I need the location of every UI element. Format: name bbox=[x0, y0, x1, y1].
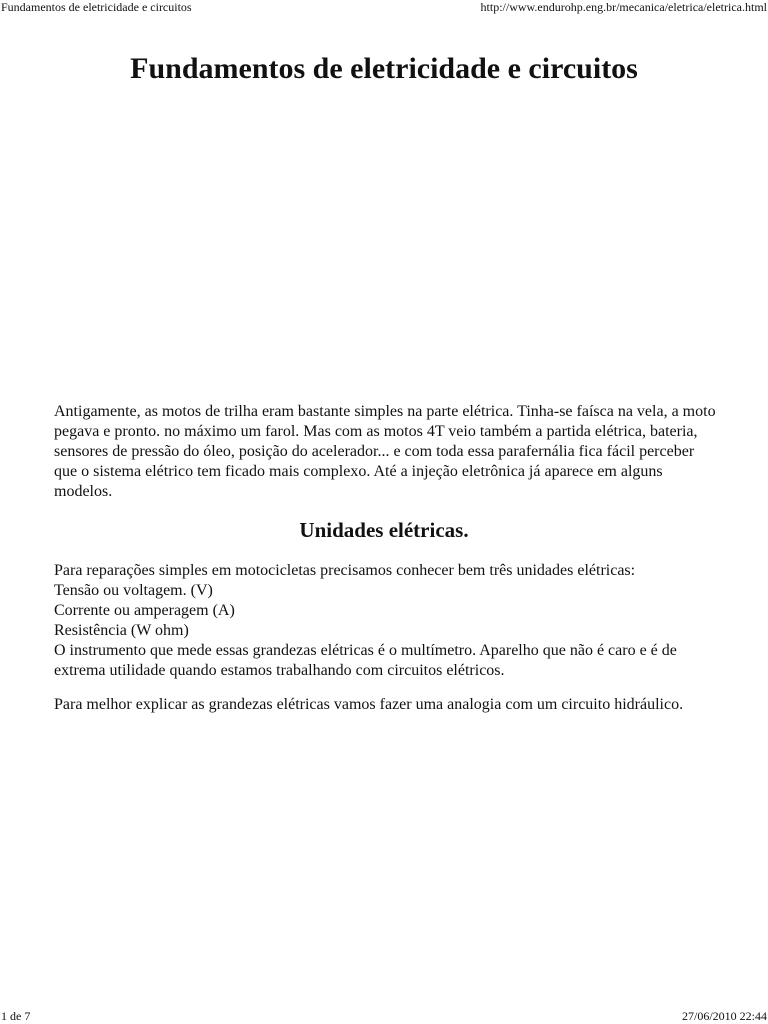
analogy-paragraph: Para melhor explicar as grandezas elétricas vamos fazer uma analogia com um circuito hidráulico. bbox=[54, 696, 684, 713]
section-heading: Unidades elétricas. bbox=[299, 518, 469, 542]
intro-paragraph: Antigamente, as motos de trilha eram bastante simples na parte elétrica. Tinha-se faísca na vela, a moto pegava e pronto. no máximo um farol. Mas com as motos 4T veio também a partida elétrica, bateria, sensores de pressão do óleo, posição do acelerador... e com toda essa parafernália fica fácil perceber que o sistema elétrico tem ficado mais complexo. Até a injeção eletrônica já aparece em alguns modelos. bbox=[54, 403, 716, 500]
unit-voltage: Tensão ou voltagem. (V) bbox=[54, 582, 213, 599]
units-section bbox=[54, 561, 720, 681]
multimeter-paragraph: O instrumento que mede essas grandezas elétricas é o multímetro. Aparelho que não é caro e é de extrema utilidade quando estamos trabalhando com circuitos elétricos. bbox=[54, 642, 677, 679]
unit-current: Corrente ou amperagem (A) bbox=[54, 602, 235, 619]
print-header-url: http://www.endurohp.eng.br/mecanica/eletrica/eletrica.html bbox=[480, 0, 767, 14]
page-title: Fundamentos de eletricidade e circuitos bbox=[130, 52, 638, 85]
print-header-title: Fundamentos de eletricidade e circuitos bbox=[1, 0, 192, 14]
print-datetime: 27/06/2010 22:44 bbox=[681, 1009, 767, 1023]
page-count: 1 de 7 bbox=[1, 1009, 31, 1023]
units-intro: Para reparações simples em motocicletas precisamos conhecer bem três unidades elétricas: bbox=[54, 562, 636, 579]
unit-resistance: Resistência (W ohm) bbox=[54, 622, 189, 639]
